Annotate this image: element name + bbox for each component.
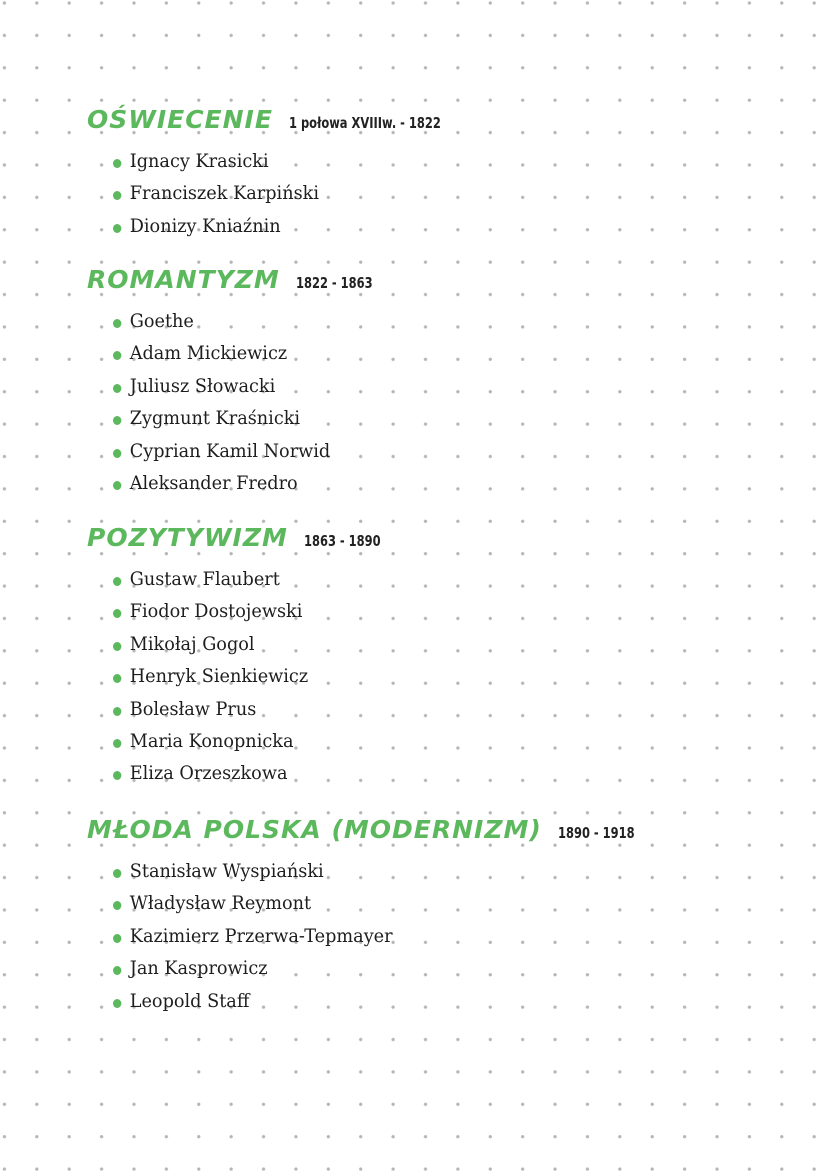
author-item: Stanisław Wyspiański [113,855,610,887]
period-title: OŚWIECENIE [87,105,273,134]
section-header [87,105,468,145]
section-header [87,265,386,305]
author-item: Juliusz Słowacki [113,370,367,402]
author-item: Dionizy Kniaźnin [113,210,443,242]
section-mloda-polska [87,815,648,1017]
author-item: Adam Mickiewicz [113,337,367,369]
section-pozytywizm [87,523,394,790]
author-list [87,855,648,1017]
author-item: Kazimierz Przerwa-Tepmayer [113,920,610,952]
section-header [87,523,394,563]
author-item: Władysław Reymont [113,887,610,919]
author-item: Gustaw Flaubert [113,563,374,595]
section-oswiecenie [87,105,468,242]
author-item: Fiodor Dostojewski [113,595,374,627]
period-dates: 1 połowa XVIIIw. - 1822 [288,114,441,132]
period-dates: 1822 - 1863 [295,274,373,292]
section-romantyzm [87,265,386,499]
period-title: POZYTYWIZM [87,523,288,552]
author-item: Zygmunt Kraśnicki [113,402,367,434]
author-list [87,563,394,790]
section-header [87,815,648,855]
author-item: Goethe [113,305,367,337]
author-item: Henryk Sienkiewicz [113,660,374,692]
author-list [87,145,468,242]
author-item: Aleksander Fredro [113,467,367,499]
author-item: Eliza Orzeszkowa [113,757,374,789]
author-item: Franciszek Karpiński [113,177,443,209]
author-list [87,305,386,499]
period-dates: 1863 - 1890 [303,532,381,550]
author-item: Mikołaj Gogol [113,628,374,660]
period-title: MŁODA POLSKA (MODERNIZM) [87,815,542,844]
author-item: Jan Kasprowicz [113,952,610,984]
author-item: Ignacy Krasicki [113,145,443,177]
period-title: ROMANTYZM [87,265,280,294]
author-item: Maria Konopnicka [113,725,374,757]
author-item: Leopold Staff [113,985,610,1017]
period-dates: 1890 - 1918 [557,824,635,842]
author-item: Cyprian Kamil Norwid [113,435,367,467]
author-item: Bolesław Prus [113,693,374,725]
